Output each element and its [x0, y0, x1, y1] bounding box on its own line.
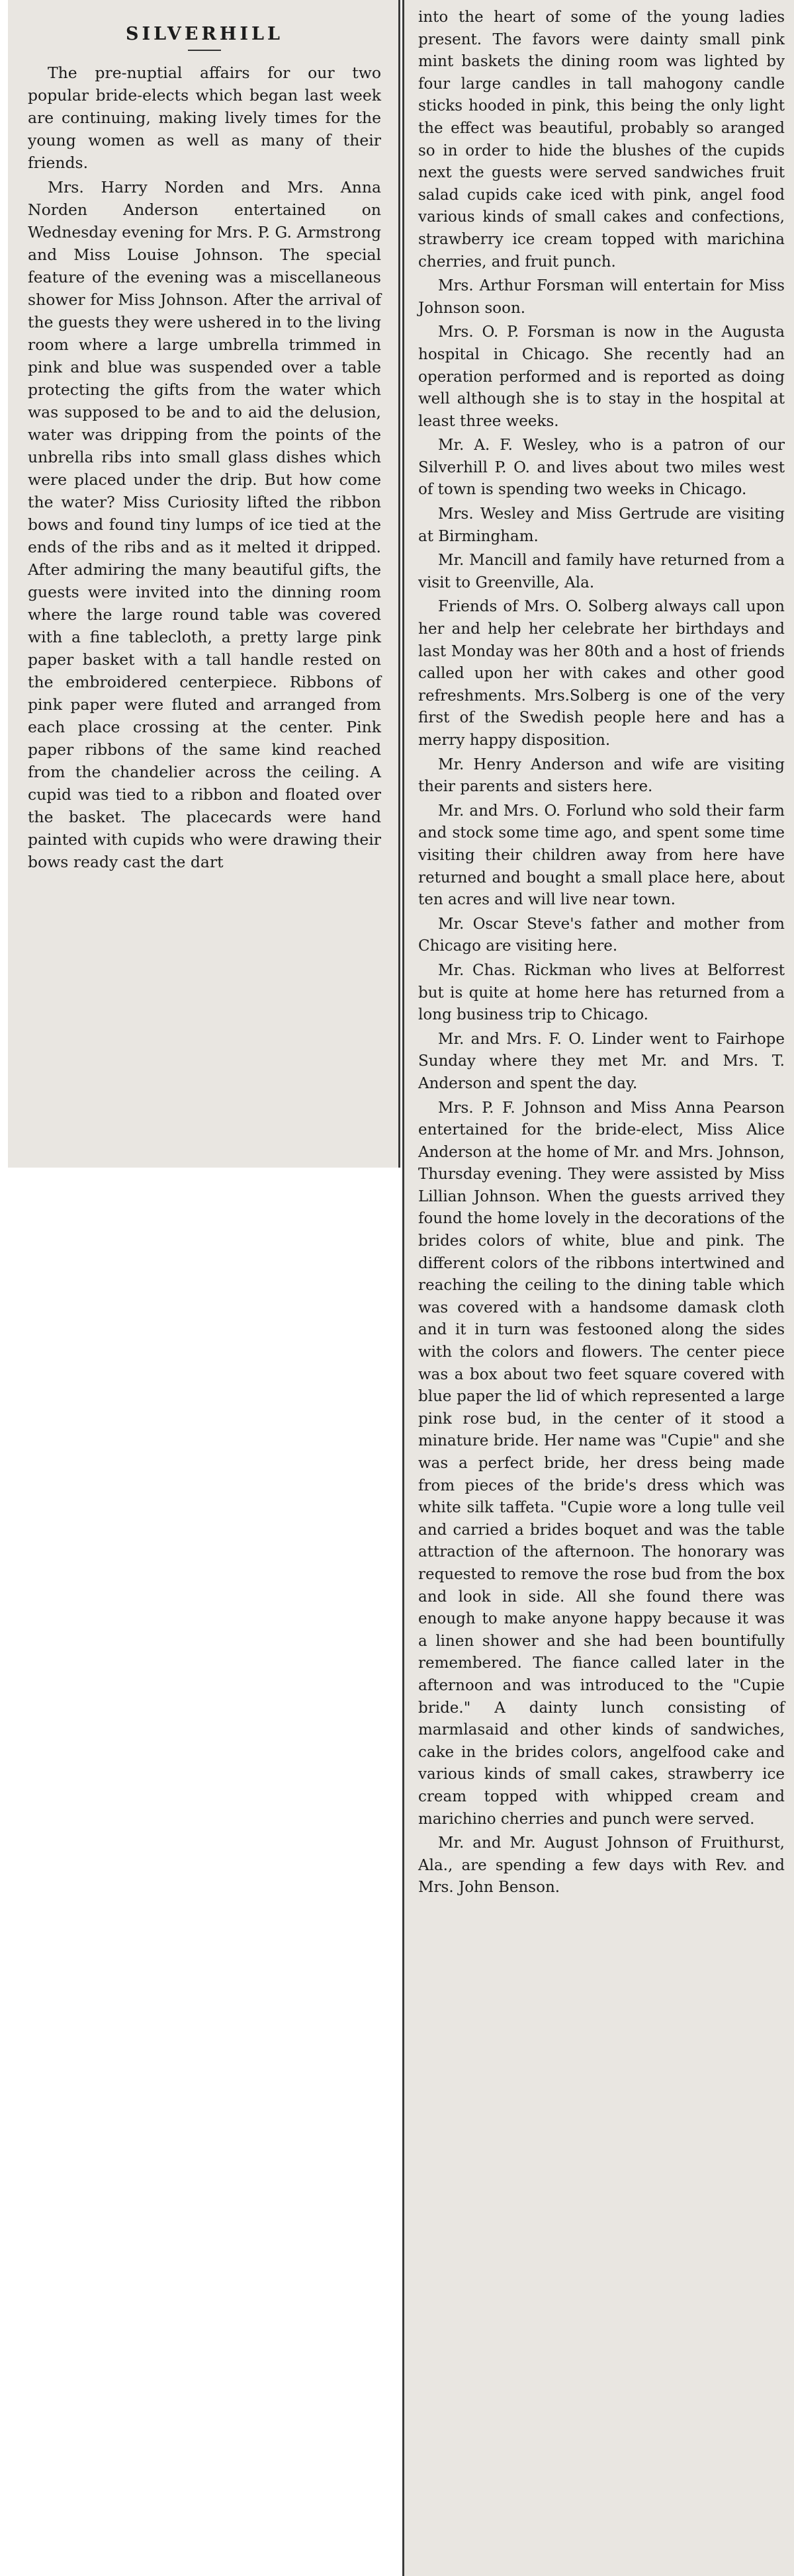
left-column: [8, 0, 400, 1168]
news-paragraph: Mr. Henry Anderson and wife are visiting their parents and sisters here.: [418, 755, 785, 796]
news-paragraph: Mrs. Harry Norden and Mrs. Anna Norden Anderson entertained on Wednesday evening for Mrs. P. G. Armstrong and Miss Louise Johnson. The special feature of the evening was a miscellaneous shower for Miss Johnson. After the arrival of the guests they were ushered in to the living room where a large umbrella trimmed in pink and blue was suspended over a table protecting the gifts from the water which was supposed to be and to aid the delusion, water was dripping from the points of the unbrella ribs into small glass dishes which were placed under the drip. But how come the water? Miss Curiosity lifted the ribbon bows and found tiny lumps of ice tied at the ends of the ribs and as it melted it dripped. After admiring the many beautiful gifts, the guests were invited into the dinning room where the large round table was covered with a fine tablecloth, a pretty large pink paper basket with a tall handle rested on the embroidered centerpiece. Ribbons of pink paper were fluted and arranged from each place crossing at the center. Pink paper ribbons of the same kind reached from the chandelier across the ceiling. A cupid was tied to a ribbon and floated over the basket. The placecards were hand painted with cupids who were drawing their bows ready cast the dart: [28, 178, 381, 871]
right-column: [402, 0, 794, 2576]
news-paragraph: Friends of Mrs. O. Solberg always call upon her and help her celebrate her birthdays and last Monday was her 80th and a host of friends called upon her with cakes and other good refreshments. Mrs.Solberg is one of the very first of the Swedish people here and has a merry happy disposition.: [418, 598, 785, 749]
news-paragraph: Mrs. O. P. Forsman is now in the Augusta hospital in Chicago. She recently had an operation performed and is reported as doing well although she is to stay in the hospital at least three weeks.: [418, 323, 785, 430]
news-paragraph: Mrs. Wesley and Miss Gertrude are visiting at Birmingham.: [418, 505, 785, 545]
news-paragraph: Mr. and Mr. August Johnson of Fruithurst, Ala., are spending a few days with Rev. and Mrs. John Benson.: [418, 1834, 785, 1897]
news-paragraph: Mr. A. F. Wesley, who is a patron of our Silverhill P. O. and lives about two miles west of town is spending two weeks in Chicago.: [418, 437, 785, 499]
news-paragraph: Mrs. P. F. Johnson and Miss Anna Pearson entertained for the bride-elect, Miss Alice Anderson at the home of Mr. and Mrs. Johnson, Thursday evening. They were assisted by Miss Lillian Johnson. When the guests arrived they found the home lovely in the decorations of the brides colors of white, blue and pink. The different colors of the ribbons intertwined and reaching the ceiling to the dining table which was covered with a handsome damask cloth and it in turn was festooned along the sides with the colors and flowers. The center piece was a box about two feet square covered with blue paper the lid of which represented a large pink rose bud, in the center of it stood a minature bride. Her name was "Cupie" and she was a perfect bride, her dress being made from pieces of the bride's dress which was white silk taffeta. "Cupie wore a long tulle veil and carried a brides boquet and was the table attraction of the afternoon. The honorary was requested to remove the rose bud from the box and look in side. All she found there was enough to make anyone happy because it was a linen shower and she had been bountifully remembered. The fiance called later in the afternoon and was introduced to the "Cupie bride." A dainty lunch consisting of marmlasaid and other kinds of sandwiches, cake in the brides colors, angelfood cake and various kinds of small cakes, strawberry ice cream topped with whipped cream and marichino cherries and punch were served.: [418, 1099, 785, 1828]
column-heading: SILVERHILL: [126, 24, 283, 44]
heading-divider: [188, 50, 221, 51]
news-paragraph: Mr. Oscar Steve's father and mother from Chicago are visiting here.: [418, 915, 785, 955]
news-paragraph: The pre-nuptial affairs for our two popular bride-elects which began last week are continuing, making lively times for the young women as well as many of their friends.: [28, 64, 381, 172]
news-paragraph: Mr. and Mrs. F. O. Linder went to Fairhope Sunday where they met Mr. and Mrs. T. Anderson and spent the day.: [418, 1030, 785, 1092]
news-paragraph: Mrs. Arthur Forsman will entertain for Miss Johnson soon.: [418, 277, 785, 317]
news-paragraph: Mr. Chas. Rickman who lives at Belforrest but is quite at home here has returned from a long business trip to Chicago.: [418, 961, 785, 1024]
news-paragraph: Mr. Mancill and family have returned from a visit to Greenville, Ala.: [418, 552, 785, 591]
news-paragraph: Mr. and Mrs. O. Forlund who sold their farm and stock some time ago, and spent some time visiting their children away from here have returned and bought a small place here, about ten acres and will live near town.: [418, 802, 785, 909]
news-paragraph-continued: into the heart of some of the young ladies present. The favors were dainty small pink mint baskets the dining room was lighted by four large candles in tall mahogony candle sticks hooded in pink, this being the only light the effect was beautiful, probably so aranged so in order to hide the blushes of the cupids next the guests were served sandwiches fruit salad cupids cake iced with pink, angel food various kinds of small cakes and confections, strawberry ice cream topped with marichina cherries, and fruit punch.: [418, 9, 785, 271]
